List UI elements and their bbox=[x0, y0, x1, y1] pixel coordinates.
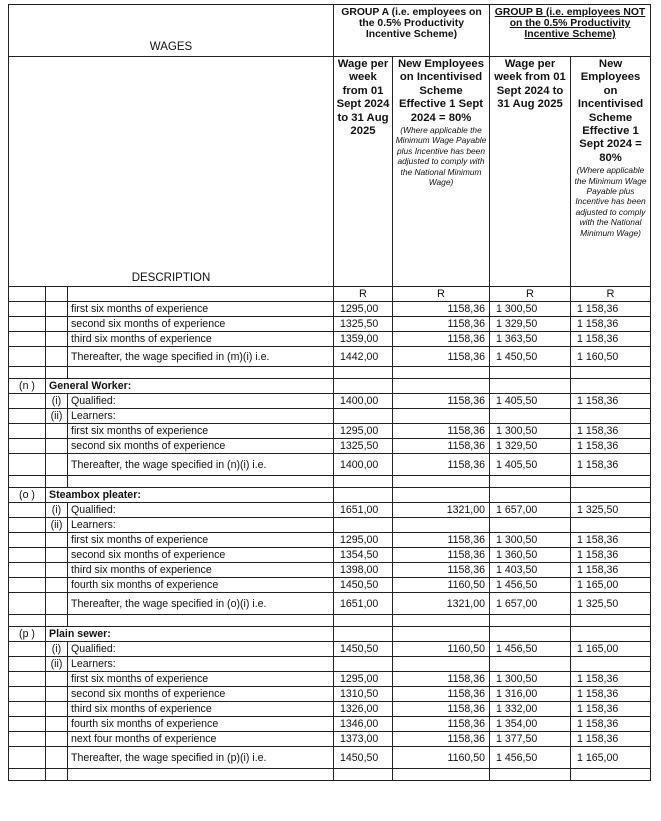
value-a2: 1158,36 bbox=[393, 672, 490, 687]
spacer-cell bbox=[46, 615, 68, 627]
code-cell bbox=[9, 317, 46, 332]
value-b1: 1 657,00 bbox=[490, 593, 571, 615]
value-b1: 1 363,50 bbox=[490, 332, 571, 347]
row-label: first six months of experience bbox=[68, 533, 334, 548]
value-a2: 1158,36 bbox=[393, 347, 490, 367]
sub-cell bbox=[46, 593, 68, 615]
col-b2-heading-main: New Employees on Incentivised Scheme Effective 1 Sept 2024 = 80% bbox=[577, 58, 644, 164]
col-a2-heading bbox=[393, 57, 490, 287]
value-a1: 1450,50 bbox=[334, 578, 393, 593]
currency-b2: R bbox=[571, 287, 651, 302]
code-cell bbox=[9, 702, 46, 717]
wages-table bbox=[8, 4, 651, 781]
code-cell bbox=[9, 593, 46, 615]
sub-cell bbox=[46, 548, 68, 563]
value-b1: 1 300,50 bbox=[490, 302, 571, 317]
value-a2: 1158,36 bbox=[393, 332, 490, 347]
value-a2: 1158,36 bbox=[393, 394, 490, 409]
code-cell bbox=[9, 347, 46, 367]
currency-row-blank-3 bbox=[68, 287, 334, 302]
value-b1: 1 354,00 bbox=[490, 717, 571, 732]
row-label: Learners: bbox=[68, 657, 334, 672]
value-a1: 1325,50 bbox=[334, 439, 393, 454]
row-label: Thereafter, the wage specified in (o)(i) i.e. bbox=[68, 593, 334, 615]
learners-row bbox=[9, 518, 651, 533]
value-b1: 1 300,50 bbox=[490, 672, 571, 687]
wages-heading: WAGES bbox=[9, 5, 334, 57]
value-a2: 1160,50 bbox=[393, 578, 490, 593]
code-cell bbox=[9, 747, 46, 769]
section-title: Plain sewer: bbox=[46, 627, 334, 642]
value-b2: 1 165,00 bbox=[571, 642, 651, 657]
value-a1: 1346,00 bbox=[334, 717, 393, 732]
spacer-cell bbox=[393, 615, 490, 627]
value-a1: 1325,50 bbox=[334, 317, 393, 332]
empty-value-cell bbox=[490, 409, 571, 424]
learners-row bbox=[9, 657, 651, 672]
value-a1: 1326,00 bbox=[334, 702, 393, 717]
sub-cell bbox=[46, 687, 68, 702]
value-b1: 1 316,00 bbox=[490, 687, 571, 702]
code-cell bbox=[9, 672, 46, 687]
table-row bbox=[9, 424, 651, 439]
value-a1: 1450,50 bbox=[334, 747, 393, 769]
spacer-row bbox=[9, 615, 651, 627]
row-label: Thereafter, the wage specified in (m)(i) i.e. bbox=[68, 347, 334, 367]
spacer-cell bbox=[68, 476, 334, 488]
row-label: second six months of experience bbox=[68, 317, 334, 332]
value-b1: 1 405,50 bbox=[490, 454, 571, 476]
empty-value-cell bbox=[334, 488, 393, 503]
value-a2: 1158,36 bbox=[393, 687, 490, 702]
section-code: (o ) bbox=[9, 488, 46, 503]
empty-value-cell bbox=[393, 409, 490, 424]
value-b2: 1 325,50 bbox=[571, 503, 651, 518]
sub-cell bbox=[46, 332, 68, 347]
table-row bbox=[9, 317, 651, 332]
row-label: first six months of experience bbox=[68, 672, 334, 687]
row-label: third six months of experience bbox=[68, 702, 334, 717]
value-b1: 1 377,50 bbox=[490, 732, 571, 747]
spacer-cell bbox=[9, 769, 46, 781]
currency-row-blank-2 bbox=[46, 287, 68, 302]
spacer-cell bbox=[490, 615, 571, 627]
group-b-heading bbox=[490, 5, 651, 57]
value-b1: 1 329,50 bbox=[490, 317, 571, 332]
spacer-row bbox=[9, 769, 651, 781]
spacer-cell bbox=[571, 615, 651, 627]
value-b1: 1 450,50 bbox=[490, 347, 571, 367]
value-a1: 1398,00 bbox=[334, 563, 393, 578]
spacer-cell bbox=[571, 367, 651, 379]
value-b2: 1 158,36 bbox=[571, 302, 651, 317]
row-label: second six months of experience bbox=[68, 439, 334, 454]
row-label: second six months of experience bbox=[68, 687, 334, 702]
table-row bbox=[9, 533, 651, 548]
row-label: next four months of experience bbox=[68, 732, 334, 747]
table-row bbox=[9, 302, 651, 317]
value-a2: 1158,36 bbox=[393, 533, 490, 548]
table-row bbox=[9, 672, 651, 687]
empty-value-cell bbox=[571, 488, 651, 503]
table-row bbox=[9, 732, 651, 747]
row-label: first six months of experience bbox=[68, 302, 334, 317]
section-title-row bbox=[9, 379, 651, 394]
value-b2: 1 325,50 bbox=[571, 593, 651, 615]
empty-value-cell bbox=[393, 488, 490, 503]
code-cell bbox=[9, 533, 46, 548]
value-b2: 1 158,36 bbox=[571, 317, 651, 332]
spacer-row bbox=[9, 476, 651, 488]
sub-number: (i) bbox=[46, 503, 68, 518]
value-b1: 1 456,50 bbox=[490, 578, 571, 593]
code-cell bbox=[9, 394, 46, 409]
empty-value-cell bbox=[490, 488, 571, 503]
value-b1: 1 456,50 bbox=[490, 642, 571, 657]
value-a2: 1160,50 bbox=[393, 642, 490, 657]
row-label: third six months of experience bbox=[68, 332, 334, 347]
empty-value-cell bbox=[393, 627, 490, 642]
spacer-cell bbox=[46, 769, 68, 781]
section-code: (n ) bbox=[9, 379, 46, 394]
row-label: fourth six months of experience bbox=[68, 717, 334, 732]
value-b1: 1 300,50 bbox=[490, 424, 571, 439]
currency-a1: R bbox=[334, 287, 393, 302]
spacer-cell bbox=[490, 476, 571, 488]
spacer-cell bbox=[334, 615, 393, 627]
spacer-cell bbox=[334, 769, 393, 781]
row-label: third six months of experience bbox=[68, 563, 334, 578]
sub-cell bbox=[46, 533, 68, 548]
value-a1: 1651,00 bbox=[334, 503, 393, 518]
empty-value-cell bbox=[571, 518, 651, 533]
value-b1: 1 657,00 bbox=[490, 503, 571, 518]
value-b2: 1 158,36 bbox=[571, 394, 651, 409]
table-row bbox=[9, 332, 651, 347]
learners-row bbox=[9, 409, 651, 424]
empty-value-cell bbox=[334, 657, 393, 672]
sub-cell bbox=[46, 317, 68, 332]
row-label: Learners: bbox=[68, 518, 334, 533]
qualified-row bbox=[9, 503, 651, 518]
row-label: fourth six months of experience bbox=[68, 578, 334, 593]
sub-number: (i) bbox=[46, 642, 68, 657]
spacer-cell bbox=[46, 476, 68, 488]
value-b2: 1 158,36 bbox=[571, 702, 651, 717]
value-a1: 1354,50 bbox=[334, 548, 393, 563]
value-b1: 1 456,50 bbox=[490, 747, 571, 769]
empty-value-cell bbox=[334, 627, 393, 642]
description-heading: DESCRIPTION bbox=[9, 57, 334, 287]
value-a1: 1400,00 bbox=[334, 454, 393, 476]
sub-number: (ii) bbox=[46, 518, 68, 533]
table-row bbox=[9, 702, 651, 717]
row-label: second six months of experience bbox=[68, 548, 334, 563]
table-row bbox=[9, 747, 651, 769]
empty-value-cell bbox=[571, 627, 651, 642]
currency-row-blank-1 bbox=[9, 287, 46, 302]
spacer-cell bbox=[68, 367, 334, 379]
sub-cell bbox=[46, 347, 68, 367]
empty-value-cell bbox=[334, 518, 393, 533]
value-a2: 1158,36 bbox=[393, 732, 490, 747]
value-a2: 1158,36 bbox=[393, 563, 490, 578]
empty-value-cell bbox=[490, 518, 571, 533]
empty-value-cell bbox=[490, 379, 571, 394]
spacer-cell bbox=[393, 367, 490, 379]
sub-cell bbox=[46, 732, 68, 747]
value-b2: 1 158,36 bbox=[571, 717, 651, 732]
table-row bbox=[9, 578, 651, 593]
section-code: (p ) bbox=[9, 627, 46, 642]
value-a2: 1158,36 bbox=[393, 439, 490, 454]
value-a2: 1158,36 bbox=[393, 548, 490, 563]
sub-number: (i) bbox=[46, 394, 68, 409]
section-title-row bbox=[9, 627, 651, 642]
row-label: Learners: bbox=[68, 409, 334, 424]
value-b1: 1 329,50 bbox=[490, 439, 571, 454]
empty-value-cell bbox=[490, 657, 571, 672]
col-a1-heading: Wage per week from 01 Sept 2024 to 31 Aug 2025 bbox=[334, 57, 393, 287]
value-a1: 1310,50 bbox=[334, 687, 393, 702]
value-a1: 1373,00 bbox=[334, 732, 393, 747]
value-a1: 1359,00 bbox=[334, 332, 393, 347]
empty-value-cell bbox=[393, 379, 490, 394]
sub-number: (ii) bbox=[46, 657, 68, 672]
value-a2: 1158,36 bbox=[393, 302, 490, 317]
value-b1: 1 332,00 bbox=[490, 702, 571, 717]
value-b2: 1 158,36 bbox=[571, 332, 651, 347]
empty-value-cell bbox=[393, 518, 490, 533]
value-a1: 1400,00 bbox=[334, 394, 393, 409]
sub-number: (ii) bbox=[46, 409, 68, 424]
spacer-cell bbox=[571, 476, 651, 488]
table-row bbox=[9, 717, 651, 732]
value-b2: 1 160,50 bbox=[571, 347, 651, 367]
spacer-cell bbox=[490, 367, 571, 379]
code-cell bbox=[9, 302, 46, 317]
currency-a2: R bbox=[393, 287, 490, 302]
table-row bbox=[9, 439, 651, 454]
table-row bbox=[9, 548, 651, 563]
empty-value-cell bbox=[490, 627, 571, 642]
col-a2-heading-main: New Employees on Incentivised Scheme Effective 1 Sept 2024 = 80% bbox=[397, 58, 485, 124]
code-cell bbox=[9, 548, 46, 563]
spacer-cell bbox=[334, 476, 393, 488]
col-b2-heading-note: (Where applicable the Minimum Wage Payable plus Incentive has been adjusted to comply with the National Minimum Wage) bbox=[574, 165, 647, 238]
code-cell bbox=[9, 409, 46, 424]
spacer-cell bbox=[9, 476, 46, 488]
empty-value-cell bbox=[571, 379, 651, 394]
value-b2: 1 165,00 bbox=[571, 578, 651, 593]
code-cell bbox=[9, 424, 46, 439]
value-b2: 1 158,36 bbox=[571, 563, 651, 578]
spacer-cell bbox=[334, 367, 393, 379]
value-a1: 1295,00 bbox=[334, 302, 393, 317]
spacer-cell bbox=[68, 769, 334, 781]
value-a2: 1158,36 bbox=[393, 702, 490, 717]
row-label: Qualified: bbox=[68, 642, 334, 657]
spacer-cell bbox=[68, 615, 334, 627]
value-b1: 1 403,50 bbox=[490, 563, 571, 578]
value-a1: 1651,00 bbox=[334, 593, 393, 615]
spacer-cell bbox=[46, 367, 68, 379]
table-row bbox=[9, 347, 651, 367]
section-title-row bbox=[9, 488, 651, 503]
row-label: first six months of experience bbox=[68, 424, 334, 439]
value-a1: 1442,00 bbox=[334, 347, 393, 367]
empty-value-cell bbox=[393, 657, 490, 672]
value-b1: 1 300,50 bbox=[490, 533, 571, 548]
spacer-cell bbox=[571, 769, 651, 781]
section-title: General Worker: bbox=[46, 379, 334, 394]
spacer-cell bbox=[393, 769, 490, 781]
table-row bbox=[9, 593, 651, 615]
col-b1-heading: Wage per week from 01 Sept 2024 to 31 Aug 2025 bbox=[490, 57, 571, 287]
col-a2-heading-note: (Where applicable the Minimum Wage Payable plus Incentive has been adjusted to comply with the National Minimum Wage) bbox=[395, 125, 487, 188]
code-cell bbox=[9, 439, 46, 454]
sub-cell bbox=[46, 424, 68, 439]
section-title: Steambox pleater: bbox=[46, 488, 334, 503]
table-row bbox=[9, 687, 651, 702]
spacer-cell bbox=[393, 476, 490, 488]
sub-cell bbox=[46, 578, 68, 593]
value-b2: 1 165,00 bbox=[571, 747, 651, 769]
code-cell bbox=[9, 503, 46, 518]
col-b2-heading bbox=[571, 57, 651, 287]
code-cell bbox=[9, 332, 46, 347]
value-a2: 1158,36 bbox=[393, 424, 490, 439]
value-a1: 1295,00 bbox=[334, 672, 393, 687]
value-a2: 1158,36 bbox=[393, 317, 490, 332]
value-b2: 1 158,36 bbox=[571, 672, 651, 687]
currency-b1: R bbox=[490, 287, 571, 302]
table-row bbox=[9, 454, 651, 476]
value-b2: 1 158,36 bbox=[571, 424, 651, 439]
value-a1: 1295,00 bbox=[334, 424, 393, 439]
empty-value-cell bbox=[571, 409, 651, 424]
row-label: Thereafter, the wage specified in (n)(i) i.e. bbox=[68, 454, 334, 476]
sub-cell bbox=[46, 717, 68, 732]
code-cell bbox=[9, 717, 46, 732]
value-a2: 1158,36 bbox=[393, 717, 490, 732]
code-cell bbox=[9, 642, 46, 657]
empty-value-cell bbox=[334, 379, 393, 394]
sub-cell bbox=[46, 747, 68, 769]
value-a2: 1321,00 bbox=[393, 503, 490, 518]
row-label: Thereafter, the wage specified in (p)(i) i.e. bbox=[68, 747, 334, 769]
value-b1: 1 360,50 bbox=[490, 548, 571, 563]
spacer-cell bbox=[9, 615, 46, 627]
code-cell bbox=[9, 563, 46, 578]
value-b2: 1 158,36 bbox=[571, 533, 651, 548]
code-cell bbox=[9, 657, 46, 672]
sub-cell bbox=[46, 439, 68, 454]
group-b-heading-text: GROUP B (i.e. employees NOT on the 0.5% Productivity Incentive Scheme) bbox=[494, 7, 646, 40]
qualified-row bbox=[9, 642, 651, 657]
sub-cell bbox=[46, 302, 68, 317]
value-b2: 1 158,36 bbox=[571, 732, 651, 747]
value-b2: 1 158,36 bbox=[571, 687, 651, 702]
sub-cell bbox=[46, 702, 68, 717]
value-a2: 1158,36 bbox=[393, 454, 490, 476]
value-a2: 1321,00 bbox=[393, 593, 490, 615]
group-a-heading: GROUP A (i.e. employees on the 0.5% Productivity Incentive Scheme) bbox=[334, 5, 490, 57]
code-cell bbox=[9, 578, 46, 593]
code-cell bbox=[9, 732, 46, 747]
value-a1: 1450,50 bbox=[334, 642, 393, 657]
sub-cell bbox=[46, 672, 68, 687]
spacer-cell bbox=[9, 367, 46, 379]
value-b2: 1 158,36 bbox=[571, 454, 651, 476]
sub-cell bbox=[46, 563, 68, 578]
value-b2: 1 158,36 bbox=[571, 548, 651, 563]
value-b2: 1 158,36 bbox=[571, 439, 651, 454]
spacer-row bbox=[9, 367, 651, 379]
sub-cell bbox=[46, 454, 68, 476]
value-a2: 1160,50 bbox=[393, 747, 490, 769]
qualified-row bbox=[9, 394, 651, 409]
table-row bbox=[9, 563, 651, 578]
value-a1: 1295,00 bbox=[334, 533, 393, 548]
code-cell bbox=[9, 518, 46, 533]
empty-value-cell bbox=[571, 657, 651, 672]
row-label: Qualified: bbox=[68, 394, 334, 409]
spacer-cell bbox=[490, 769, 571, 781]
code-cell bbox=[9, 687, 46, 702]
value-b1: 1 405,50 bbox=[490, 394, 571, 409]
row-label: Qualified: bbox=[68, 503, 334, 518]
code-cell bbox=[9, 454, 46, 476]
empty-value-cell bbox=[334, 409, 393, 424]
